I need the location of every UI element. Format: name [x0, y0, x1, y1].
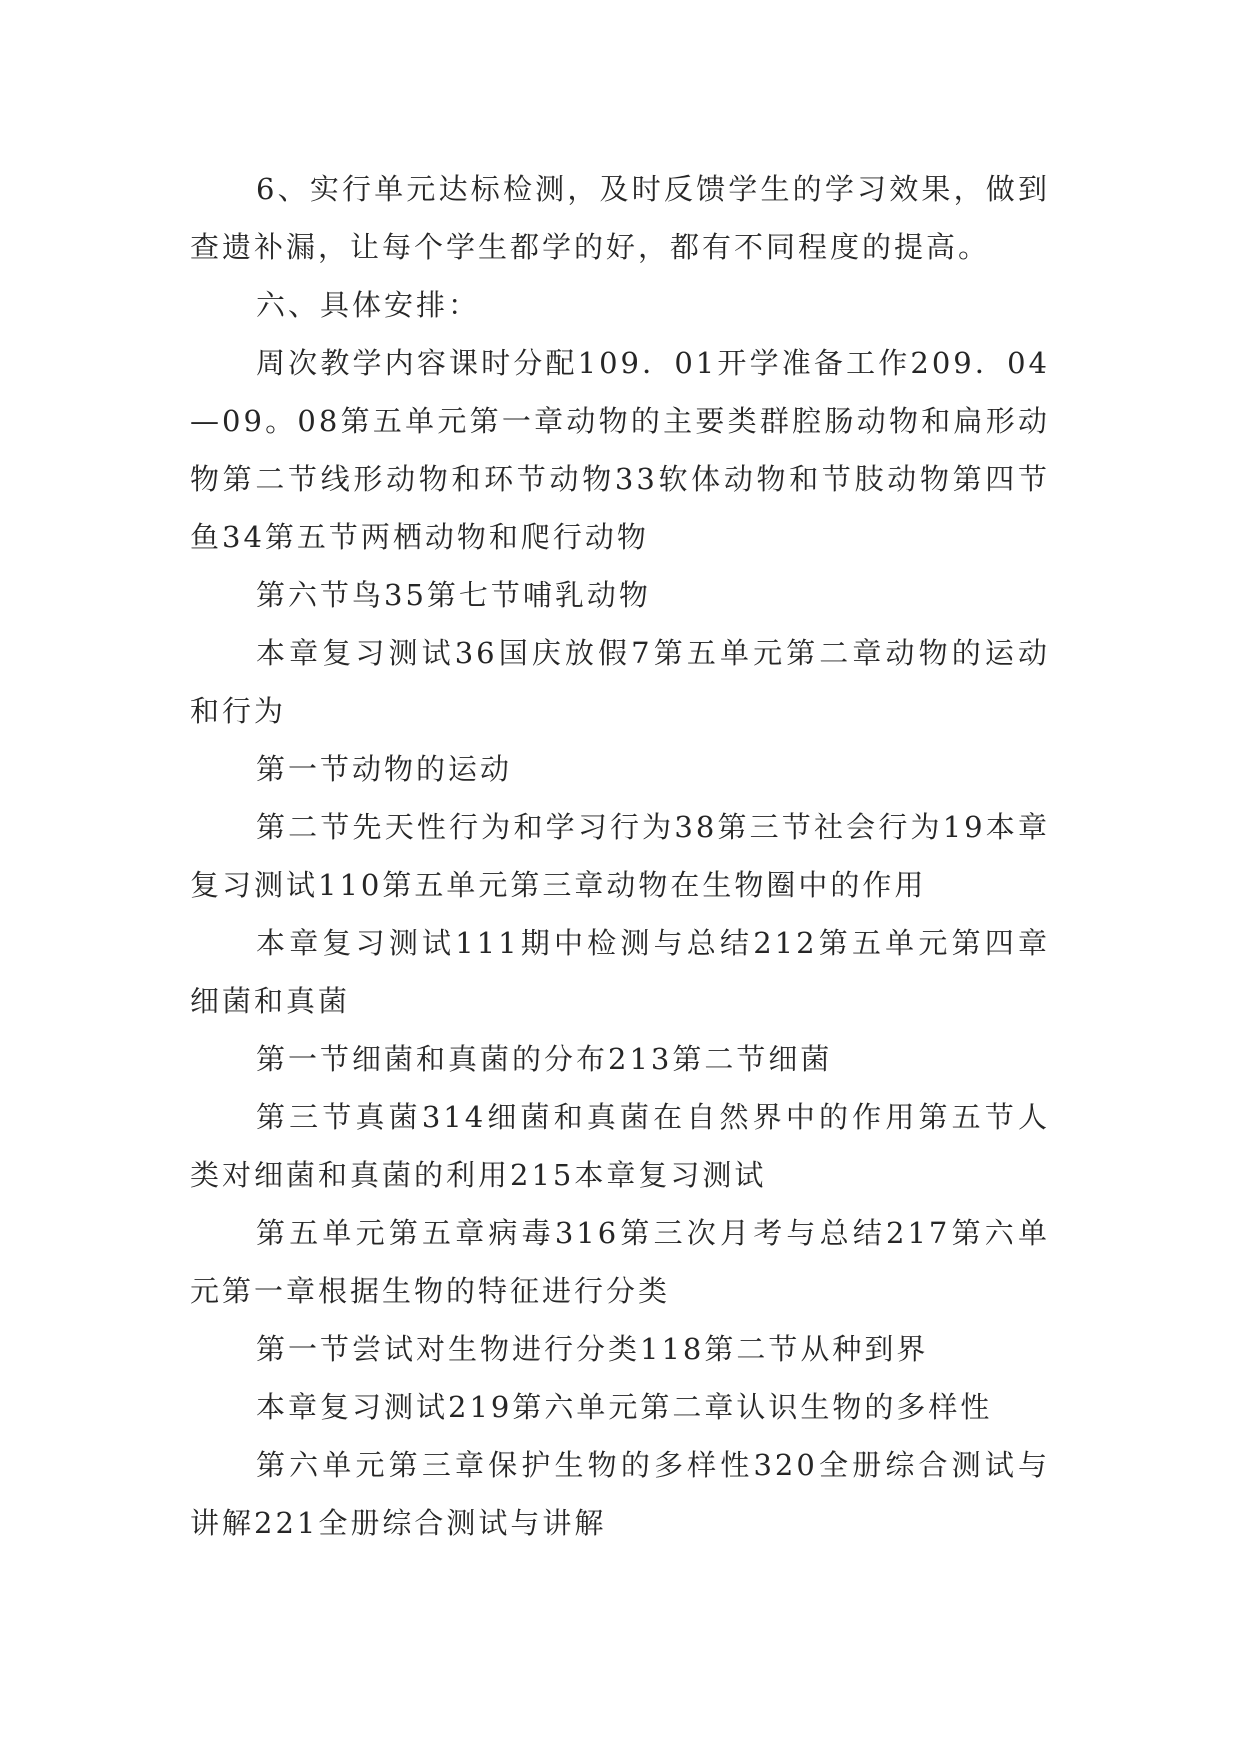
schedule-paragraph: 本章复习测试219第六单元第二章认识生物的多样性: [256, 1390, 993, 1424]
schedule-paragraph: 第六单元第三章保护生物的多样性320全册综合测试与讲解221全册综合测试与讲解: [190, 1448, 1050, 1540]
schedule-paragraph: 本章复习测试111期中检测与总结212第五单元第四章细菌和真菌: [190, 926, 1050, 1018]
schedule-paragraph: 第六节鸟35第七节哺乳动物: [256, 578, 651, 612]
schedule-paragraph: 第一节动物的运动: [256, 752, 513, 786]
schedule-paragraph: 本章复习测试36国庆放假7第五单元第二章动物的运动和行为: [190, 636, 1050, 728]
schedule-paragraph: 周次教学内容课时分配109．01开学准备工作209．04—09。08第五单元第一章动物的主要类群腔肠动物和扁形动物第二节线形动物和环节动物33软体动物和节肢动物第四节鱼34第五节两栖动物和爬行动物: [190, 346, 1050, 554]
document-body: [190, 160, 1050, 1552]
schedule-paragraph: 第三节真菌314细菌和真菌在自然界中的作用第五节人类对细菌和真菌的利用215本章复习测试: [190, 1100, 1050, 1192]
schedule-paragraph: 第五单元第五章病毒316第三次月考与总结217第六单元第一章根据生物的特征进行分类: [190, 1216, 1050, 1308]
paragraph-item-6: 6、实行单元达标检测，及时反馈学生的学习效果，做到查遗补漏，让每个学生都学的好，都有不同程度的提高。: [190, 172, 1050, 264]
section-heading-schedule: 六、具体安排：: [256, 288, 481, 322]
schedule-paragraph: 第二节先天性行为和学习行为38第三节社会行为19本章复习测试110第五单元第三章动物在生物圈中的作用: [190, 810, 1050, 902]
schedule-paragraph: 第一节细菌和真菌的分布213第二节细菌: [256, 1042, 833, 1076]
schedule-paragraph: 第一节尝试对生物进行分类118第二节从种到界: [256, 1332, 929, 1366]
